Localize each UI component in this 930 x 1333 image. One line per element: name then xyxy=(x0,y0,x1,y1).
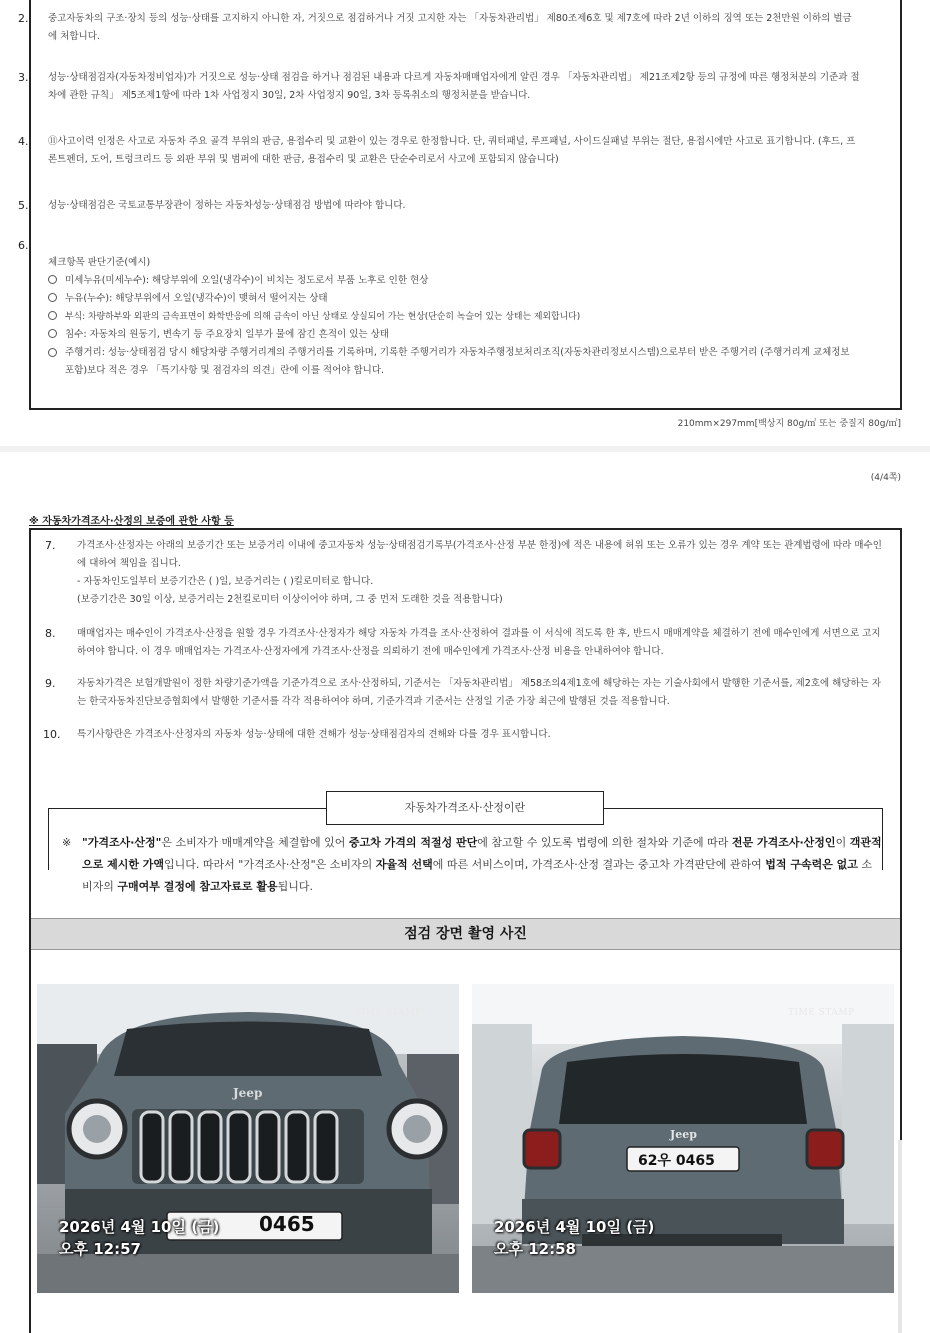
jeep-badge: Jeep xyxy=(233,1086,263,1100)
notice-plain: 에 참고할 수 있도록 법령에 의한 절차와 기준에 따라 xyxy=(477,836,732,849)
item-number: 9. xyxy=(45,677,56,690)
item-text: 자동차가격은 보험개발원이 정한 차량기준가액을 기준가격으로 조사·산정하되, 기준서는 「자동차관리법」 제58조의4제1호에 해당하는 자는 기술사회에서 발행한 기준서를, 제2호에 해당하는 자는 한국자동차진단보증협회에서 발행한 기준서를 각각 적용하여야 하며, 기준가격과 기준서는 산정일 기준 가장 최근에 발행된 것을 적용합니다. xyxy=(77,678,882,707)
item-text: (보증기간은 30일 이상, 보증거리는 2천킬로미터 이상이어야 하며, 그 중 먼저 도래한 것을 적용합니다) xyxy=(77,594,503,605)
scrollbar[interactable] xyxy=(898,1140,902,1333)
paper-size-note: 210mm×297mm[백상지 80g/㎡ 또는 중질지 80g/㎡] xyxy=(677,419,901,429)
item-text: 가격조사·산정자는 아래의 보증기간 또는 보증거리 이내에 중고자동차 성능·상태점검기록부(가격조사·산정 부분 한정)에 적은 내용에 허위 또는 오류가 있는 경우 계약 또는 관계법령에 따라 매수인에 대하여 책임을 집니다. xyxy=(77,540,882,569)
item-number: 4. xyxy=(18,135,29,148)
checklist-text: 부식: 차량하부와 외판의 금속표면이 화학반응에 의해 금속이 아닌 상태로 상실되어 가는 현상(단순히 녹슬어 있는 상태는 제외합니다) xyxy=(65,312,581,322)
checklist-text: 누유(누수): 해당부위에서 오일(냉각수)이 맺혀서 떨어지는 상태 xyxy=(65,293,328,304)
item-text: 성능·상태점검자(자동차정비업자)가 거짓으로 성능·상태 점검을 하거나 점검된 내용과 다르게 자동차매매업자에게 알린 경우 「자동차관리법」 제21조제2항 등의 규정에 따른 행정처분의 기준과 절차에 관한 규칙」 제5조제1항에 따라 1차 사업정지 30일, 2차 사업정지 90일, 3차 등록취소의 행정처분을 받습니다. xyxy=(48,72,860,101)
circle-bullet-icon xyxy=(48,348,57,357)
checklist-item xyxy=(48,344,858,380)
checklist-text: 미세누유(미세누수): 해당부위에 오일(냉각수)이 비치는 정도로서 부품 노후로 인한 현상 xyxy=(65,275,429,286)
notice-bold: 중고차 가격의 적절성 판단 xyxy=(348,836,478,849)
circle-bullet-icon xyxy=(48,293,57,302)
checklist-item xyxy=(48,272,868,290)
timestamp-label: TIME STAMP xyxy=(355,1008,422,1018)
checklist-item xyxy=(48,308,868,326)
notice-plain: 소비자의 xyxy=(82,858,873,893)
circle-bullet-icon xyxy=(48,311,57,320)
notice-plain: 됩니다. xyxy=(277,880,314,893)
notice-bold: 전문 가격조사·산정인 xyxy=(731,836,836,849)
notice-bold: 법적 구속력은 없고 xyxy=(765,858,858,871)
item-number: 6. xyxy=(18,239,29,252)
notice-bold: 객관적으로 제시한 가액 xyxy=(82,836,882,871)
item-text: 특기사항란은 가격조사·산정자의 자동차 성능·상태에 대한 견해가 성능·상태점검자의 견해와 다를 경우 표시합니다. xyxy=(77,729,551,740)
item-number: 10. xyxy=(43,728,61,741)
item-number: 2. xyxy=(18,12,29,25)
notice-box-title: 자동차가격조사·산정이란 xyxy=(326,791,604,825)
item-text: 체크항목 판단기준(예시) xyxy=(48,257,151,268)
notice-bold: 구매여부 결정에 참고자료로 활용 xyxy=(117,880,278,893)
item-number: 8. xyxy=(45,627,56,640)
page-number: (4/4쪽) xyxy=(870,473,901,483)
notice-plain: 은 소비자가 매매계약을 체결함에 있어 xyxy=(161,836,349,849)
jeep-badge: Jeep xyxy=(670,1128,697,1141)
circle-bullet-icon xyxy=(48,275,57,284)
notice-text xyxy=(62,832,882,898)
item-text: ⑪사고이력 인정은 사고로 자동차 주요 골격 부위의 판금, 용접수리 및 교환이 있는 경우로 한정합니다. 단, 쿼터패널, 루프패널, 사이드실패널 부위는 절단, 용접시에만 사고로 표기합니다. (후드, 프론트펜더, 도어, 트렁크리드 등 외판 부위 및 범퍼에 대한 판금, 용접수리 및 교환은 단순수리로서 사고에 포함되지 않습니다) xyxy=(48,136,856,165)
checklist-text: 주행거리: 성능·상태점검 당시 해당차량 주행거리계의 주행거리를 기록하며, 기록한 주행거리가 자동차주행정보처리조직(자동차관리정보시스템)으로부터 받은 주행거리 (주행거리계 교체정보 포함)보다 적은 경우 「특기사항 및 점검자의 의견」란에 이를 적어야 합니다. xyxy=(65,347,850,376)
item-number: 5. xyxy=(18,199,29,212)
notice-bold: "가격조사·산정" xyxy=(82,836,162,849)
item-number: 3. xyxy=(18,71,29,84)
inspection-photo-rear xyxy=(472,984,894,1293)
item-number: 7. xyxy=(45,539,56,552)
timestamp-label: TIME STAMP xyxy=(788,1008,855,1018)
notice-plain: 입니다. 따라서 "가격조사·산정"은 소비자의 xyxy=(164,858,376,871)
item-text: - 자동차인도일부터 보증기간은 ( )일, 보증거리는 ( )킬로미터로 합니다. xyxy=(77,576,374,587)
license-plate: 62우 0465 xyxy=(638,1153,715,1169)
photo-date: 2026년 4월 10일 (금) xyxy=(59,1218,220,1236)
inspection-photo-front xyxy=(37,984,459,1293)
notice-plain: 이 xyxy=(835,836,850,849)
checklist-text: 침수: 자동차의 원동기, 변속기 등 주요장치 일부가 물에 잠긴 흔적이 있는 상태 xyxy=(65,329,389,340)
photo-date: 2026년 4월 10일 (금) xyxy=(494,1218,655,1236)
checklist-item xyxy=(48,326,868,344)
page-separator xyxy=(0,446,930,452)
circle-bullet-icon xyxy=(48,329,57,338)
license-plate: 0465 xyxy=(259,1212,315,1236)
section-header: ※ 자동차가격조사·산정의 보증에 관한 사항 등 xyxy=(29,516,234,527)
notice-plain: 에 따른 서비스이며, 가격조사·산정 결과는 중고차 가격판단에 관하여 xyxy=(432,858,766,871)
photo-time: 오후 12:58 xyxy=(494,1240,576,1258)
photo-time: 오후 12:57 xyxy=(59,1240,141,1258)
item-text: 매매업자는 매수인이 가격조사·산정을 원할 경우 가격조사·산정자가 해당 자동차 가격을 조사·산정하여 결과를 이 서식에 적도록 한 후, 반드시 매매계약을 체결하기 전에 매수인에게 서면으로 고지하여야 합니다. 이 경우 매매업자는 가격조사·산정자에게 가격조사·산정을 의뢰하기 전에 매수인에게 가격조사·산정 비용을 안내하여야 합니다. xyxy=(77,628,881,657)
item-text: 성능·상태점검은 국토교통부장관이 정하는 자동차성능·상태점검 방법에 따라야 합니다. xyxy=(48,200,406,211)
checklist-item xyxy=(48,290,868,308)
photo-section-title: 점검 장면 촬영 사진 xyxy=(31,918,900,950)
notice-bold: 자율적 선택 xyxy=(375,858,433,871)
reference-mark: ※ xyxy=(62,836,72,849)
item-text: 중고자동차의 구조·장치 등의 성능·상태를 고지하지 아니한 자, 거짓으로 점검하거나 거짓 고지한 자는 「자동차관리법」 제80조제6호 및 제7호에 따라 2년 이하의 징역 또는 2천만원 이하의 벌금에 처합니다. xyxy=(48,13,852,42)
